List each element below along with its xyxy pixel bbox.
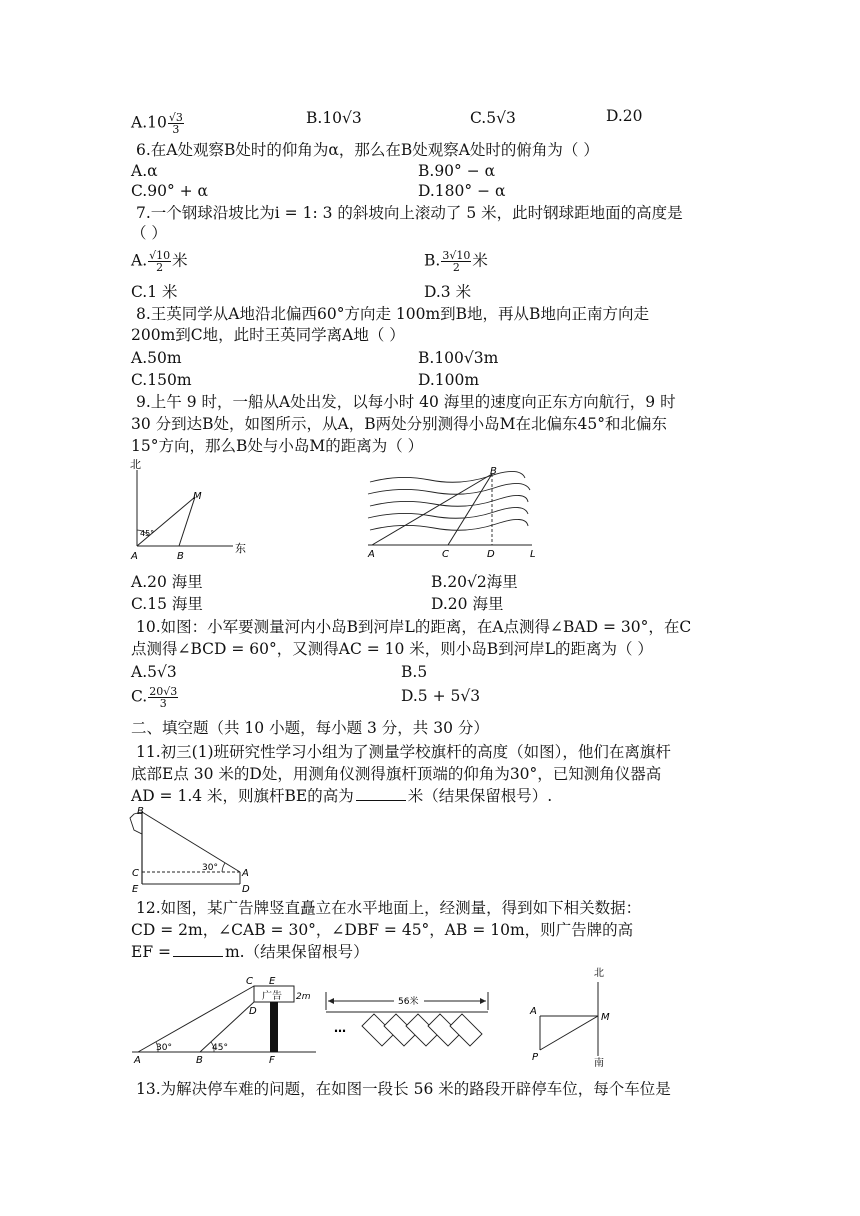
q8-option-d: D.100m	[418, 371, 480, 389]
compass-north-label: 北	[594, 968, 604, 979]
q6-option-b: B.90° − α	[418, 162, 496, 180]
q8-stem-line2: 200m到C地，此时王英同学离A地（ ）	[131, 326, 405, 344]
billboard-point-b: B	[196, 1055, 203, 1064]
q11-stem-line3: AD = 1.4 米，则旗杆BE的高为 米（结果保留根号）.	[131, 787, 553, 805]
flag-point-b: B	[137, 806, 144, 817]
q7-stem-line1: 7.一个钢球沿坡比为i = 1: 3 的斜坡向上滚动了 5 米，此时钢球距地面的高度是	[136, 204, 683, 222]
q10-option-d: D.5 + 5√3	[401, 687, 481, 705]
point-a-label: A	[131, 551, 138, 562]
billboard-point-f: F	[269, 1055, 275, 1064]
q9-stem-line3: 15°方向，那么B处与小岛M的距离为（ ）	[131, 437, 424, 455]
flag-point-e: E	[132, 884, 139, 895]
q5-option-b: B.10√3	[306, 109, 362, 127]
billboard-angle-30: 30°	[156, 1043, 172, 1053]
q7-option-d: D.3 米	[424, 283, 472, 301]
billboard-point-d: D	[249, 1006, 257, 1017]
compass-figure	[524, 964, 614, 1068]
q13-stem-line1: 13.为解决停车难的问题，在如图一段长 56 米的路段开辟停车位，每个车位是	[136, 1080, 671, 1098]
q9-option-b: B.20√2海里	[431, 573, 518, 591]
q7-option-b: B. $\frac{3√10}{2}$ 米	[424, 249, 488, 274]
angle-45-label: 45°	[140, 529, 155, 538]
north-label: 北	[130, 458, 141, 471]
q8-option-a: A.50m	[131, 349, 182, 367]
q12-stem-line2: CD = 2m，∠CAB = 30°，∠DBF = 45°，AB = 10m，则广告牌的高	[131, 921, 634, 939]
flag-point-d: D	[242, 884, 250, 895]
q11-stem-line2: 底部E点 30 米的D处，用测角仪测得旗杆顶端的仰角为30°，已知测角仪器高	[131, 765, 662, 783]
flag-point-a: A	[242, 868, 249, 879]
river-line-l: L	[530, 549, 536, 560]
billboard-angle-45: 45°	[212, 1043, 228, 1053]
q5-option-c: C.5√3	[470, 109, 516, 127]
q5-option-d: D.20	[606, 107, 643, 125]
q9-option-a: A.20 海里	[131, 573, 203, 591]
q13-figure-parking	[322, 988, 494, 1058]
q10-stem-line2: 点测得∠BCD = 60°，又测得AC = 10 米，则小岛B到河岸L的距离为（ ）	[131, 640, 653, 658]
q10-option-b: B.5	[401, 663, 428, 681]
q11-stem-line1: 11.初三(1)班研究性学习小组为了测量学校旗杆的高度（如图），他们在离旗杆	[136, 743, 671, 761]
billboard-sign-text: 广告	[262, 991, 282, 1002]
q6-option-a: A.α	[131, 162, 158, 180]
east-label: 东	[235, 542, 246, 555]
q6-option-c: C.90° + α	[131, 182, 209, 200]
billboard-point-c: C	[246, 976, 253, 987]
q9-stem-line1: 9.上午 9 时，一船从A处出发，以每小时 40 海里的速度向正东方向航行，9 时	[136, 393, 676, 411]
flag-point-c: C	[132, 868, 139, 879]
q10-figure-river	[360, 462, 550, 562]
q12-answer-blank[interactable]	[173, 942, 223, 957]
point-b-label: B	[177, 551, 184, 562]
river-point-c: C	[442, 549, 449, 560]
q12-stem-line1: 12.如图，某广告牌竖直矗立在水平地面上，经测量，得到如下相关数据：	[136, 899, 642, 917]
q9-option-c: C.15 海里	[131, 595, 203, 613]
q12-figure-billboard	[128, 972, 320, 1064]
q7-option-c: C.1 米	[131, 283, 178, 301]
q8-stem-line1: 8.王英同学从A地沿北偏西60°方向走 100m到B地，再从B地向正南方向走	[136, 305, 649, 323]
river-point-b: B	[490, 466, 497, 477]
parking-length-label: 56米	[398, 997, 419, 1007]
compass-point-p: P	[532, 1052, 539, 1063]
billboard-point-e: E	[269, 976, 276, 987]
compass-south-label: 南	[594, 1058, 604, 1068]
q10-option-c: C. $\frac{20√3}{3}$	[131, 685, 178, 710]
q10-stem-line1: 10.如图：小军要测量河内小岛B到河岸L的距离，在A点测得∠BAD = 30°，在C	[136, 618, 692, 636]
parking-ellipsis: …	[334, 1021, 346, 1035]
billboard-dim-label: 2m	[296, 992, 311, 1002]
q10-option-a: A.5√3	[131, 663, 177, 681]
q9-figure-direction	[125, 458, 255, 568]
section-2-heading: 二、填空题（共 10 小题，每小题 3 分，共 30 分）	[131, 719, 489, 737]
q5-option-a: A.10 $\frac{√3}{3}$	[131, 111, 183, 136]
compass-point-a: A	[530, 1006, 537, 1017]
flag-angle-label: 30°	[202, 863, 218, 873]
billboard-point-a: A	[134, 1055, 141, 1064]
q11-answer-blank[interactable]	[356, 786, 406, 801]
q8-option-c: C.150m	[131, 371, 192, 389]
river-point-a: A	[368, 549, 375, 560]
q7-option-a: A. $\frac{√10}{2}$ 米	[131, 249, 188, 274]
q7-stem-line2: （ ）	[131, 224, 167, 242]
q11-figure-flagpole	[124, 806, 259, 898]
point-m-label: M	[193, 491, 202, 502]
q8-option-b: B.100√3m	[418, 349, 499, 367]
compass-point-m: M	[601, 1012, 610, 1023]
q6-stem: 6.在A处观察B处时的仰角为α，那么在B处观察A处时的俯角为（ ）	[136, 141, 599, 159]
q9-option-d: D.20 海里	[431, 595, 504, 613]
q9-stem-line2: 30 分到达B处，如图所示，从A，B两处分别测得小岛M在北偏东45°和北偏东	[131, 415, 667, 433]
q12-stem-line3: EF = m.（结果保留根号）	[131, 943, 369, 961]
river-point-d: D	[487, 549, 495, 560]
q6-option-d: D.180° − α	[418, 182, 506, 200]
